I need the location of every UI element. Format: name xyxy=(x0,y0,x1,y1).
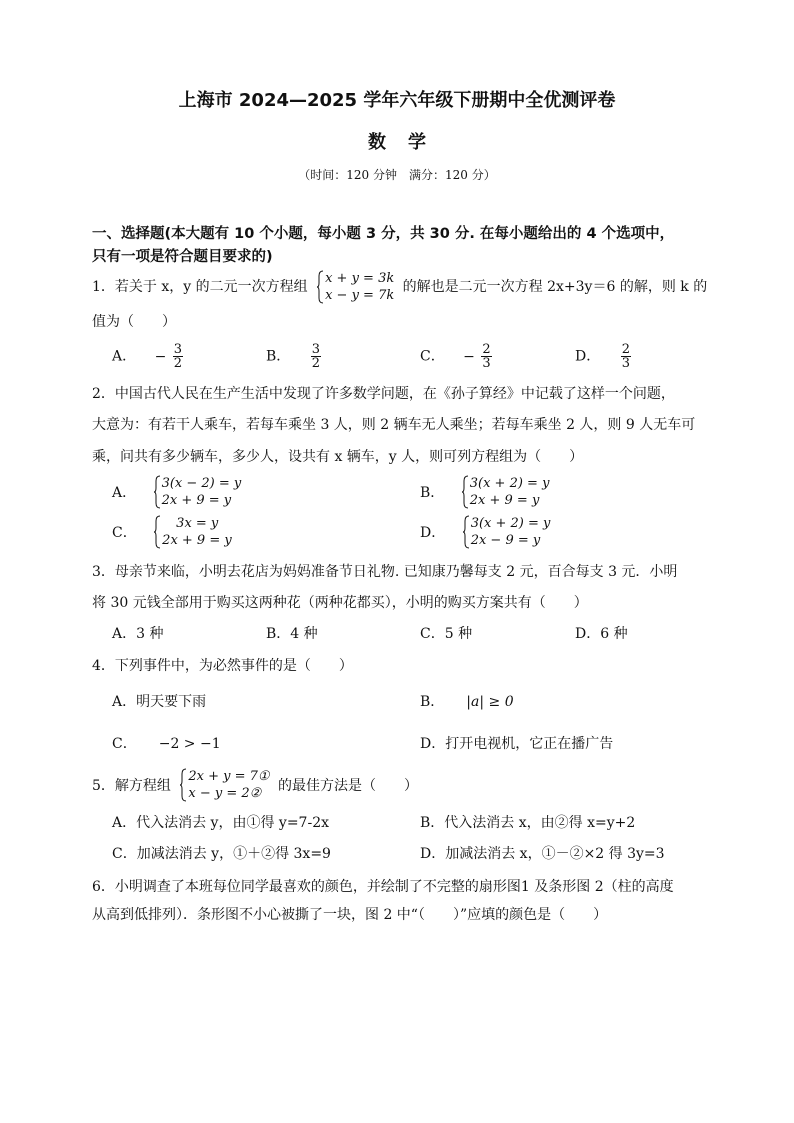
q3-option-a: A．3 种 xyxy=(112,626,164,642)
q3-option-d: D．6 种 xyxy=(575,626,628,642)
brace-icon xyxy=(153,515,161,549)
brace-icon xyxy=(461,475,469,509)
section-heading-line1: 一、选择题(本大题有 10 个小题，每小题 3 分，共 30 分. 在每小题给出的 4 个选项中， xyxy=(92,226,675,242)
q1-option-d-fraction: $\frac{2}{3}$ xyxy=(621,342,630,371)
q3-option-b: B．4 种 xyxy=(266,626,318,642)
q1-option-d: D． $\frac{2}{3}$ xyxy=(575,342,630,371)
q1-option-c: C． − $\frac{2}{3}$ xyxy=(420,342,491,371)
q2-option-d: D． 3(x + 2) = y 2x − 9 = y xyxy=(420,516,551,548)
q1-option-a-fraction: $\frac{3}{2}$ xyxy=(173,342,183,371)
section-heading-line2: 只有一项是符合题目要求的) xyxy=(92,249,273,265)
question-4-line1: 4．下列事件中，为必然事件的是（ ） xyxy=(92,658,353,674)
q3-option-c: C．5 种 xyxy=(420,626,473,642)
q1-eq1: x + y = 3k xyxy=(325,271,395,286)
q1-eq2: x − y = 7k xyxy=(325,288,395,303)
question-6-line2: 从高到低排列）．条形图不小心被撕了一块，图 2 中“（ ）”应填的颜色是（ ） xyxy=(92,907,608,923)
q2-option-a: A． 3(x − 2) = y 2x + 9 = y xyxy=(112,476,242,508)
q1-pre-text: 1．若关于 x，y 的二元一次方程组 xyxy=(92,279,308,295)
q2-option-c: C． 3x = y 2x + 9 = y xyxy=(112,516,232,548)
page-title: 上海市 2024—2025 学年六年级下册期中全优测评卷 xyxy=(178,90,616,111)
q2-option-b: B． 3(x + 2) = y 2x + 9 = y xyxy=(420,476,550,508)
question-3-line1: 3．母亲节来临，小明去花店为妈妈准备节日礼物. 已知康乃馨每支 2 元，百合每支 3 元．小明 xyxy=(92,564,678,580)
q1-equation-system xyxy=(316,270,394,304)
q4-option-d: D．打开电视机，它正在播广告 xyxy=(420,736,614,752)
brace-icon xyxy=(316,270,324,304)
brace-icon xyxy=(462,515,470,549)
question-1-line2: 值为（ ） xyxy=(92,314,176,330)
q5-option-c: C．加减法消去 y，①＋②得 3x=9 xyxy=(112,846,331,862)
brace-icon xyxy=(153,475,161,509)
time-info: （时间：120 分钟 满分：120 分） xyxy=(298,168,496,182)
question-6-line1: 6．小明调查了本班每位同学最喜欢的颜色，并绘制了不完整的扇形图1 及条形图 2（柱的高度 xyxy=(92,879,674,895)
question-2-line1: 2．中国古代人民在生产生活中发现了许多数学问题，在《孙子算经》中记载了这样一个问题， xyxy=(92,386,675,402)
q1-post-text: 的解也是二元一次方程 2x+3y＝6 的解，则 k 的 xyxy=(402,279,708,295)
q5-option-b: B．代入法消去 x，由②得 x=y+2 xyxy=(420,815,636,831)
question-2-line3: 乘，问共有多少辆车，多少人，设共有 x 辆车，y 人，则可列方程组为（ ） xyxy=(92,449,584,465)
q2-option-b-system: 3(x + 2) = y 2x + 9 = y xyxy=(461,475,550,509)
question-1-line1 xyxy=(92,270,707,304)
question-5-line1: 5．解方程组 2x + y = 7① x − y = 2② 的最佳方法是（ ） xyxy=(92,769,419,801)
q4-option-b: B． |a| ≥ 0 xyxy=(420,694,514,710)
q5-option-d: D．加减法消去 x，①－②×2 得 3y=3 xyxy=(420,846,665,862)
q4-option-c: C． −2 > −1 xyxy=(112,736,221,752)
q2-option-a-system: 3(x − 2) = y 2x + 9 = y xyxy=(153,475,242,509)
q1-option-b: B． $\frac{3}{2}$ xyxy=(266,342,321,371)
q1-option-c-fraction: $\frac{2}{3}$ xyxy=(482,342,491,371)
q2-option-d-system: 3(x + 2) = y 2x − 9 = y xyxy=(462,515,551,549)
q1-option-b-fraction: $\frac{3}{2}$ xyxy=(311,342,321,371)
brace-icon xyxy=(179,768,187,802)
q4-option-a: A．明天要下雨 xyxy=(112,694,207,710)
q5-option-a: A．代入法消去 y，由①得 y=7-2x xyxy=(112,815,329,831)
q1-option-a: A． − $\frac{3}{2}$ xyxy=(112,342,183,371)
question-2-line2: 大意为：有若干人乘车，若每车乘坐 3 人，则 2 辆车无人乘坐；若每车乘坐 2 人，则 9 人无车可 xyxy=(92,417,696,433)
q5-equation-system: 2x + y = 7① x − y = 2② xyxy=(179,768,269,802)
q2-option-c-system: 3x = y 2x + 9 = y xyxy=(153,515,232,549)
question-3-line2: 将 30 元钱全部用于购买这两种花（两种花都买），小明的购买方案共有（ ） xyxy=(92,595,588,611)
subject-title: 数学 xyxy=(368,132,448,153)
